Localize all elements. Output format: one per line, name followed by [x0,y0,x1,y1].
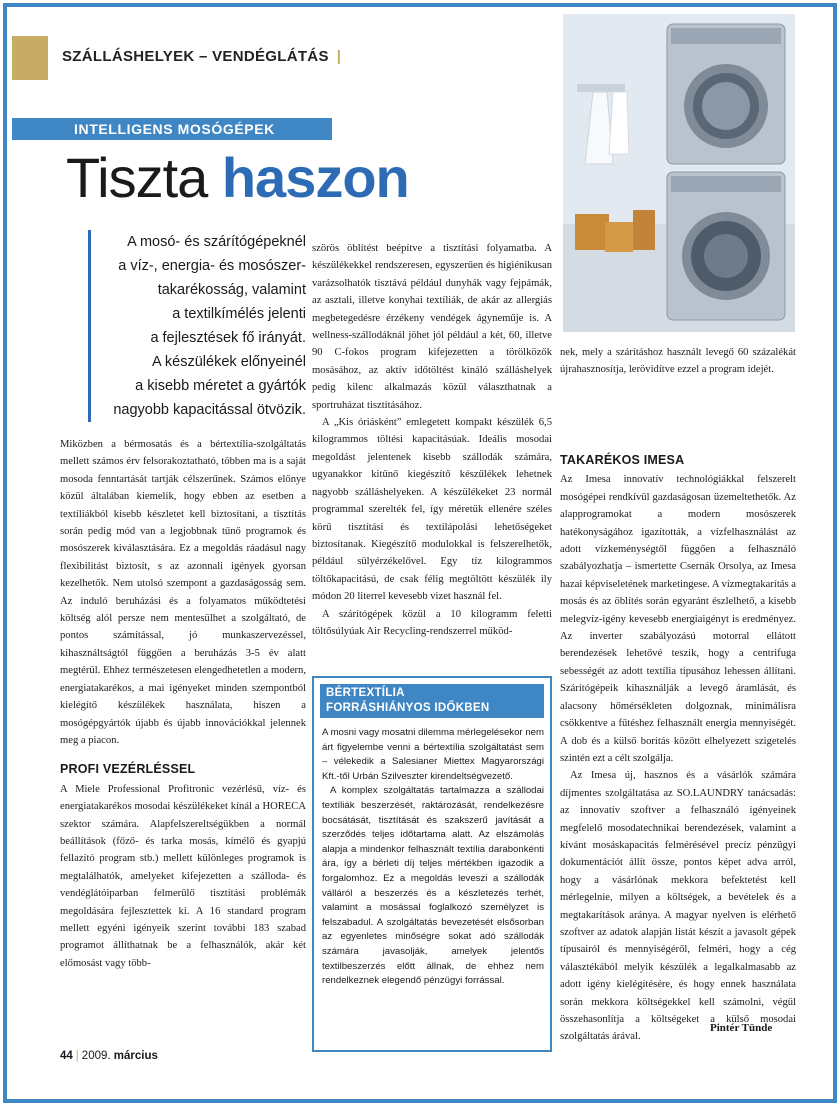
box-title-line: BÉRTEXTÍLIA [326,687,405,699]
lead-line: takarékosság, valamint [157,282,306,298]
article-title [66,146,409,209]
section-header [12,36,342,80]
section-name: SZÁLLÁSHELYEK – VENDÉGLÁTÁS [62,48,329,65]
author-byline: Pintér Tünde [710,1022,773,1034]
body-paragraph: Az Imesa új, hasznos és a vásárlók számára díjmentes szolgáltatása az SO.LAUNDRY tanácsadás: az innovatív szoftver a felhasználó igényeinek megfelelő mosodatechnikai berendezések, valamint a kívánt mosáskapacitás felmérésével precíz pénzügyi dokumentációt állít össze, pontos képet adva arról, hogy a vásárlónak mekkora befektetést kell mérlegelnie, milyen a költségek, a bevételek és a megtakarítások aránya. A magyar nyelven is elérhető szoftver az adatok alapján listát készít a javasolt gépek típusairól és mennyiségéről, felméri, hogy a cég választékából melyik készülék a legalkalmasabb az adott igény kielégítésére, és hogy ennek használata során mekkora költségekkel kell számolni, végül összehasonlítja a költségeket a külső mosodai szolgáltatás árával. [560,770,796,1043]
washing-machine-photo [563,14,795,332]
lead-line: A készülékek előnyeinél [152,354,306,370]
issue-year: 2009. [81,1050,111,1062]
footer-separator: | [75,1050,79,1062]
page-number: 44 [60,1050,73,1062]
lead-paragraph [88,230,306,422]
subheading-profi: PROFI VEZÉRLÉSSEL [60,762,196,777]
sidebar-box-title [320,684,544,718]
page-footer [60,1050,158,1062]
header-separator: | [336,48,342,65]
sidebar-box-body [322,726,544,989]
photo-illustration [563,14,795,332]
lead-line: a víz-, energia- és mosószer- [118,258,306,274]
sidebar-box [312,676,552,1052]
subheading-imesa: TAKARÉKOS IMESA [560,453,685,467]
lead-line: a kisebb méretet a gyártók [135,378,306,394]
body-paragraph: szörös öblítést beépítve a tisztítási folyamatba. A készülékekkel rendszeresen, egyszerűen és higiénikusan varázsolhatók tisztává például dunyhák vagy fejpámák, az asztali, illetve konyhai textíliák, de akár az allergiás megbetegedésre érzékeny vendégek ágyneműje is. A wellness-szállodáknál jöhet jól például a két, 60, illetve 90 C-fokos program kifejezetten a törölközők mosásához, az aktív időtöltést kínáló szálláshelyek pedig kilenc alkalmazás közül választhatnak a sportruházat tisztításához. [312,243,552,411]
column-2 [312,240,552,640]
title-bold: haszon [221,146,409,209]
issue-month: március [113,1050,158,1062]
title-light: Tiszta [66,146,208,209]
body-paragraph: nek, mely a szárításhoz használt levegő 60 százalékát újrahasznosítja, lerövidítve ezzel a program idejét. [560,347,796,376]
column-3-top [560,344,796,379]
box-paragraph: A mosni vagy mosatni dilemma mérlegelésekor nem árt figyelembe venni a bértextília szolgáltatást sem – vélekedik a Salesianer Miettex Magyarországi Kft.-től Urbán Szilveszter kirendeltségvezető. [322,727,544,782]
body-paragraph: A Miele Professional Profitronic vezérlésű, víz- és energiatakarékos mosodai készülékeket kínál a HORECA szektor számára. Alapfelszereltségükben a normál beállítások (főző- és tarka mosás, kímélő és gyapjú fellazító program stb.) mellett különleges programok is megtalálhatók, amelyeket kifejezetten a szálloda- és vendéglátóiparban felmerülő tisztítási problémák megoldására fejlesztettek ki. A 16 standard program mellett egyéni igényeik szerint további 183 szabad programot állíthatnak be a felhasználók, akár két előmosást vagy több- [60,783,306,969]
body-paragraph: A szárítógépek közül a 10 kilogramm feletti töltősúlyúak Air Recycling-rendszerrel működ- [312,608,552,637]
box-paragraph: A komplex szolgáltatás tartalmazza a szállodai textíliák beszerzését, raktározását, rendelkezésre bocsátását, tisztítását és szakszerű javítását a szerződés teljes időtartama alatt. Az elszámolás alapja a mindenkor felhasznált textília darabonkénti ára, így a bérleti díj teljes mértékben igazodik a forgalomhoz. Ez a megoldás leveszi a szállodák válláról a beszerzés és a készletezés terhét, valamint a mosással foglalkozó személyzet is felszabadul. A szolgáltatás bevezetését elsősorban az egyenletes minőségre sokat adó szállodák számára javasolják, amelyek jelentős textilbeszerzés előtt állnak, de ehhez nem rendelkeznek elegendő pénzügyi forrással. [322,785,544,987]
column-1 [60,436,306,972]
box-title-line: FORRÁSHIÁNYOS IDŐKBEN [326,702,490,714]
lead-line: a textilkímélés jelenti [172,306,306,322]
body-paragraph: Az Imesa innovatív technológiákkal felszerelt mosógépei rendkívül gazdaságosan üzemeltethetők. Az alapprogramokat a modern mosószerek hatékonyságához igazították, a vízfelhasználást az adott vízkeménységtől függően a felhasználó szabályozhatja – ismertette Csernák Orsolya, az Imesa hazai képviseletének marketingese. A vízmegtakarítás a mosás és az öblítés során egyaránt észlelhető, a kisebb melegvíz-igény kevesebb energiaigényt is eredményez. Az inverter szabályozású motorral ellátott berendezések lehetővé teszik, hogy a centrifuga sebességét az adott textília típusához lehessen állítani. Szárítógépeik kihasználják a levegő áramlását, és alacsony hőmérsékleten dolgoznak, minimálisra csökkentve a fűtéshez felhasznált energia mennyiségét. A dob és a külső borítás között elhelyezett szigetelés szintén ezt a célt szolgálja. [560,474,796,764]
lead-line: a fejlesztések fő irányát. [150,330,306,346]
column-3 [560,452,796,1046]
lead-line: nagyobb kapacitással ötvözik. [113,402,306,418]
body-paragraph: A „Kis óriásként” emlegetett kompakt készülék 6,5 kilogrammos töltési kapacitásúak. Ideális mosodai megoldást jelentenek kisebb szállodák számára, ugyanakkor kitűnő kiegészítő készülékek lehetnek nagyobb szálláshelyeken. A készülékeket 23 normál programmal szerelték fel, így méretük ellenére széles körű tisztítási és textilápolási lehetőségeket biztosítanak. Kiegészítő modulokkal is felszerelhetők, például sülyérzékelővel. Egy tíz kilogrammos töltőkapacitású, de csak félig megtöltött készülék ily módon 20 literrel kevesebb vizet használ fel. [312,417,552,603]
kicker-banner: INTELLIGENS MOSÓGÉPEK [12,118,332,140]
section-label [62,48,341,65]
body-paragraph: Miközben a bérmosatás és a bértextília-szolgáltatás mellett számos érv felsorakoztatható, többen ma is a saját mosoda fenntartását tartják célszerűnek. Számos előnye közül általában kiemelik, hogy ebben az esetben a textíliákból kisebb készletet kell biztosítani, a tisztítás során pedig mód van a legjobbnak tűnő programok és mosószerek kiválasztására. Ez a megoldás ráadásul nagy flexibilitást biztosít, s az azonnali igények gyorsan kezelhetők. Nem utolsó szempont a gazdaságosság sem. Az induló beruházási és a folyamatos működtetési költség alól persze nem mentesülhet a szolgáltató, de pontos számítással, jó munkaszervezéssel, kihasználtságtól függően a beruházás 3-5 év alatt megtérül. Ehhez természetesen elengedhetetlen a modern, energiatakarékos, a mai igényeket minden szempontból kielégítő készülékek használata, hiszen a mosógépgyártók újabb és újabb innovációkkal jelennek meg a piacon. [60,439,306,746]
lead-line: A mosó- és szárítógépeknél [127,234,306,250]
header-accent-bar [12,36,48,80]
